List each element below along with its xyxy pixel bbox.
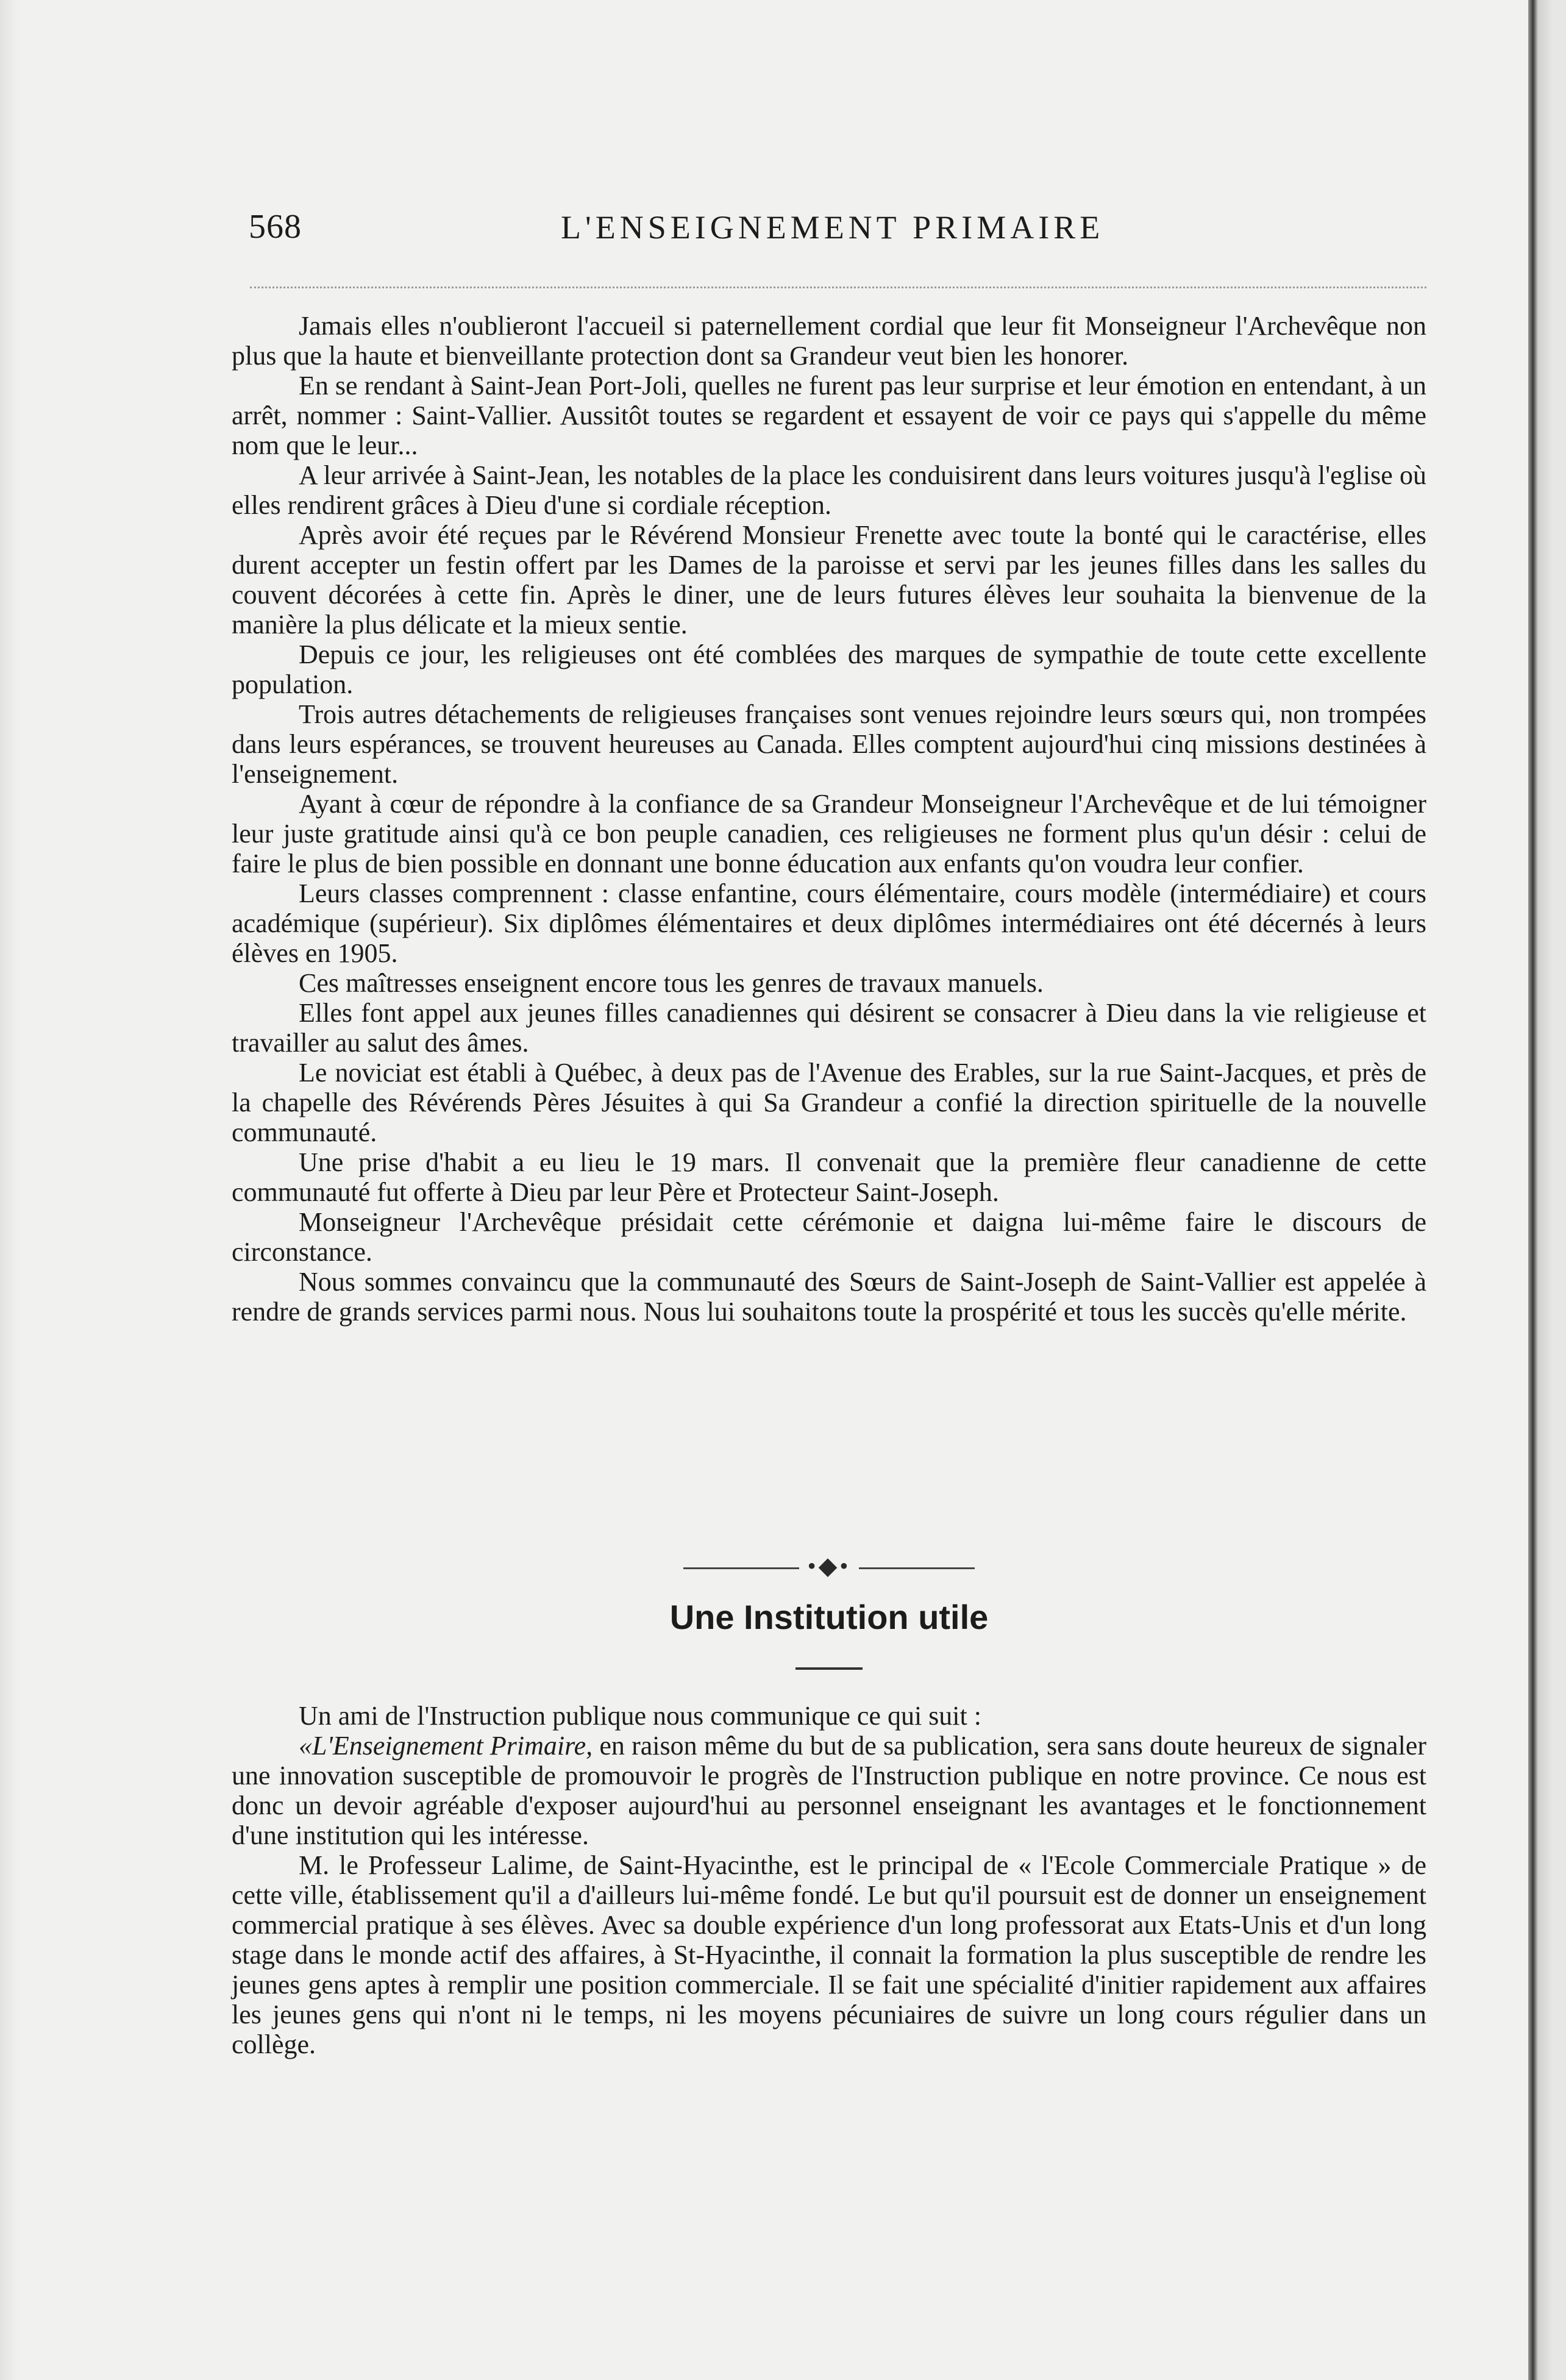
header-divider [250,287,1426,288]
paragraph: Elles font appel aux jeunes filles canadiennes qui désirent se consacrer à Dieu dans la vie religieuse et travailler au salut des âmes. [232,998,1426,1058]
title-underline [795,1667,863,1670]
scan-right-edge [1528,0,1566,2380]
running-head: L'ENSEIGNEMENT PRIMAIRE [561,209,1105,246]
section-title: Une Institution utile [669,1598,989,1636]
paragraph: Trois autres détachements de religieuses françaises sont venues rejoindre leurs sœurs qui, non trompées dans leurs espérances, se trouvent heureuses au Canada. Elles comptent aujourd'hui cinq missions destinées à l'enseignement. [232,699,1426,789]
ornament-glyph: •◆• [807,1552,851,1580]
scan-left-shadow [0,0,18,2380]
section-ornament [658,1552,1000,1582]
paragraph: Un ami de l'Instruction publique nous communique ce qui suit : [299,1701,981,1731]
paragraph: A leur arrivée à Saint-Jean, les notables de la place les conduisirent dans leurs voitures jusqu'à l'eglise où elles rendirent grâces à Dieu d'une si cordiale réception. [232,460,1426,520]
paragraph-text: en raison même du but de sa publication, sera sans doute heureux de signaler une innovation susceptible de promouvoir le progrès de l'Instruction publique en notre province. Ce nous est donc un devoir agréable d'exposer aujourd'hui au personnel enseignant les avantages et le fonctionnement d'une institution qui les intéresse. [232,1731,1426,1850]
paragraph: Jamais elles n'oublieront l'accueil si paternellement cordial que leur fit Monseigneur l'Archevêque non plus que la haute et bienveillante protection dont sa Grandeur veut bien les honorer. [232,311,1426,371]
paragraph: M. le Professeur Lalime, de Saint-Hyacinthe, est le principal de « l'Ecole Commerciale Pratique » de cette ville, établissement qu'il a d'ailleurs lui-même fondé. Le but qu'il poursuit est de donner un enseignement commercial pratique à ses élèves. Avec sa double expérience d'un long professorat aux Etats-Unis et d'un long stage dans le monde actif des affaires, à St-Hyacinthe, il connait la formation la plus susceptible de rendre les jeunes gens aptes à remplir une position commerciale. Il se fait une spécialité d'initier rapidement aux affaires les jeunes gens qui n'ont ni le temps, ni les moyens pécuniaires de suivre un long cours régulier dans un collège. [232,1850,1426,2059]
paragraph: Monseigneur l'Archevêque présidait cette cérémonie et daigna lui-même faire le discours de circonstance. [232,1207,1426,1267]
paragraph [232,1731,1426,1850]
page-number: 568 [249,208,302,246]
publication-title: «L'Enseignement Primaire, [299,1731,593,1761]
paragraph: Nous sommes convaincu que la communauté des Sœurs de Saint-Joseph de Saint-Vallier est appelée à rendre de grands services parmi nous. Nous lui souhaitons toute la prospérité et tous les succès qu'elle mérite. [232,1267,1426,1327]
paragraph: Après avoir été reçues par le Révérend Monsieur Frenette avec toute la bonté qui le caractérise, elles durent accepter un festin offert par les Dames de la paroisse et servi par les jeunes filles dans les salles du couvent décorées à cette fin. Après le diner, une de leurs futures élèves leur souhaita la bienvenue de la manière la plus délicate et la mieux sentie. [232,520,1426,640]
paragraph: Une prise d'habit a eu lieu le 19 mars. Il convenait que la première fleur canadienne de cette communauté fut offerte à Dieu par leur Père et Protecteur Saint-Joseph. [232,1147,1426,1207]
ornament-line-left [683,1567,799,1569]
ornament-line-right [859,1567,975,1569]
article-body-part2 [232,1701,1426,2059]
article-body-part1 [232,311,1426,1327]
document-page [232,195,1426,2365]
paragraph: Leurs classes comprennent : classe enfantine, cours élémentaire, cours modèle (intermédiaire) et cours académique (supérieur). Six diplômes élémentaires et deux diplômes intermédiaires ont été décernés à leurs élèves en 1905. [232,878,1426,968]
paragraph: En se rendant à Saint-Jean Port-Joli, quelles ne furent pas leur surprise et leur émotion en entendant, à un arrêt, nommer : Saint-Vallier. Aussitôt toutes se regardent et essayent de voir ce pays qui s'appelle du même nom que le leur... [232,371,1426,460]
paragraph: Depuis ce jour, les religieuses ont été comblées des marques de sympathie de toute cette excellente population. [232,640,1426,699]
page-header [232,195,1426,262]
paragraph: Ces maîtresses enseignent encore tous les genres de travaux manuels. [299,968,1044,998]
paragraph: Ayant à cœur de répondre à la confiance de sa Grandeur Monseigneur l'Archevêque et de lui témoigner leur juste gratitude ainsi qu'à ce bon peuple canadien, ces religieuses ne forment plus qu'un désir : celui de faire le plus de bien possible en donnant une bonne éducation aux enfants qu'on voudra leur confier. [232,789,1426,878]
paragraph: Le noviciat est établi à Québec, à deux pas de l'Avenue des Erables, sur la rue Saint-Jacques, et près de la chapelle des Révérends Pères Jésuites à qui Sa Grandeur a confié la direction spirituelle de la nouvelle communauté. [232,1058,1426,1147]
